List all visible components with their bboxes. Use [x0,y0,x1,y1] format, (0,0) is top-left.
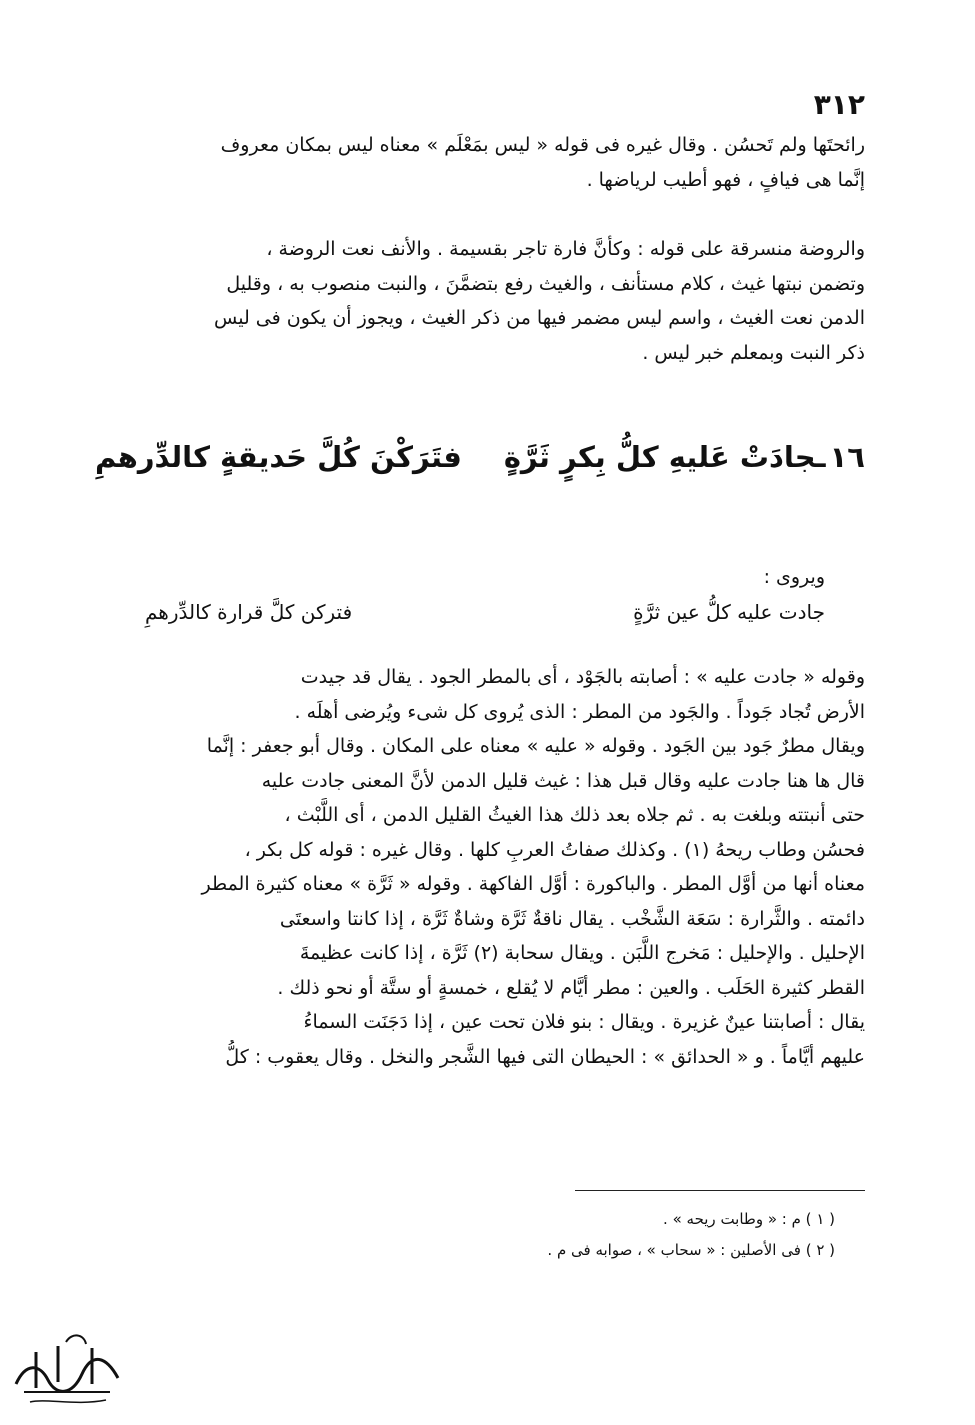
text-line: فحسُن وطاب ريحهُ (١) . وكذلك صفاتُ العربِ كلها . وقال غيره : قوله كل بكر ، [244,838,865,861]
text-line: رائحتَها ولم تَحسُن . وقال غيره فى قوله « ليس بمَعْلَم » معناه ليس بمكان معروف [220,134,865,156]
text-line: القطر كثيرة الحَلَب . والعين : مطر أيَّام لا يُقلع ، خمسةٍ أو ستَّة أو نحو ذلك . [277,976,865,999]
text-line: الإحليل . والإحليل : مَخرج اللَّبَن . ويقال سحابة (٢) ثَرَّة ، إذا كانت عظيمةَ [299,942,865,964]
verse-second-hemistich: فتَرَكْنَ كُلَّ حَديقةٍ كالدِّرهمِ [95,440,462,474]
library-stamp-logo [6,1322,126,1412]
footnote-2: ( ٢ ) فى الأصلين : « سحاب » ، صوابه فى م . [547,1241,835,1259]
variant-first-hemistich: جادت عليه كلُّ عين ثرَّةٍ [633,600,825,624]
text-line: وقوله « جادت عليه » : أصابته بالجَوْد ، أى بالمطر الجود . يقال قد جيدت [300,666,865,688]
text-line: معناه أنها من أوَّل المطر . والباكورة : أوَّل الفاكهة . وقوله « ثَرَّة » معناه كثيرة المطر [201,873,865,895]
text-line: دائمته . والثَّرارة : سَعَة الشَّخْب . يقال ناقةٌ ثَرَّة وشاةٌ ثَرَّة ، إذا كانتا واسعتَى [279,907,865,930]
paragraph-2 [105,232,865,370]
verse-first-hemistich [504,440,865,474]
text-line: إنَّما هى فيافٍ ، فهو أطيب لرياضها . [586,168,865,191]
paragraph-1 [105,128,865,197]
variant-label: ويروى : [763,566,825,588]
footnote-1: ( ١ ) م : « وطابت ريحه » . [663,1210,835,1228]
verse-first-hemistich-text: ـجادَتْ عَليهِ كلُّ بِكرٍ ثَرَّةٍ [503,440,826,474]
text-line: يقال : أصابتنا عينٌ غزيرة . ويقال : بنو فلان تحت عين ، إذا دَجَنَت السماءُ [303,1011,865,1033]
footnotes [547,1204,835,1266]
footnote-divider [575,1190,865,1191]
poem-verse [95,440,865,474]
text-line: ذكر النبت وبمعلم خبر ليس . [642,341,865,364]
variant-verse [145,600,825,624]
text-line: وتضمن نبتها غيث ، كلام مستأنف ، والغيث رفع بتضمَّنَ ، والنبت منصوب به ، وقليل [226,272,865,295]
page-number: ٣١٢ [813,88,865,121]
verse-number: ١٦ [829,440,865,474]
text-line: الأرض تُجاد جَوداً . والجَود من المطر : الذى يُروى كل شىء ويُرضى أهلَه . [294,700,865,723]
text-line: ويقال مطرٌ جَود بين الجَود . وقوله « عليه » معناه على المكان . وقال أبو جعفر : إنَّما [206,735,865,757]
text-line: قال ها هنا جادت عليه وقال قبل هذا : غيث قليل الدمن لأنَّ المعنى جادت عليه [261,769,865,792]
variant-second-hemistich: فتركن كلَّ قرارة كالدِّرهمِ [145,600,353,624]
text-line: الدمن نعت الغيث ، واسم ليس مضمر فيها من ذكر الغيث ، ويجوز أن يكون فى ليس [214,307,865,329]
commentary [105,660,865,1074]
text-line: عليهم أيَّاماً . و « الحدائق » : الحيطان التى فيها الشَّجر والنخل . وقال يعقوب : كلُّ [225,1045,865,1068]
text-line: حتى أنبتته وبلغت به . ثم جلاه بعد ذلك هذا الغيثُ القليل الدمن ، أى اللَّبْث ، [284,804,865,826]
text-line: والروضة منسرقة على قوله : وكأنَّ فارة تاجر بقسيمة . والأنف نعت الروضة ، [266,238,865,260]
